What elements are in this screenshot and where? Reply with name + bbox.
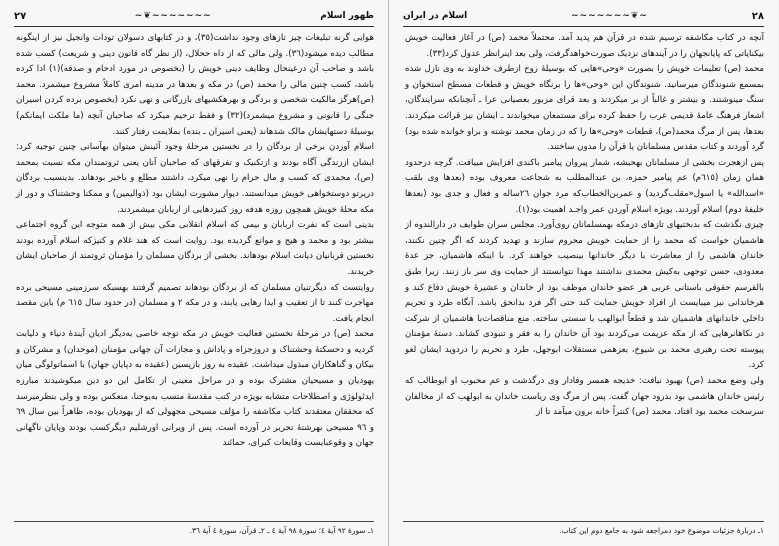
paragraph: اسلام آوردن برخی از بردگان را در نخستین مرحلهٔ وجود آئینش میتوان بهآسانی چنین توجیه کرد: ایشان اززندگی آگاه بودند و ازتکنیک و تفرقهای که صاحبان آنان یعنی ثروتمندان مکه نسبت بمحمد (ص)، محمدی که کسب و مال حرام را نهی میکرد، داشتند مطلع و باخبر بودهاند. بدینسبب بردگان درپرتو دوستخواهی خویش میدانستند. دیوار مشورت ایشان بود (ذوالیمین) و ممکنا وحشتناک و دور از مکه محلهٔ خویش همچون روزه هدفه روز کنیزدهایی از اربابان میشمردند. xyxy=(16,142,374,215)
left-page-header xyxy=(14,6,374,27)
left-page-body xyxy=(16,31,374,452)
footnote-divider xyxy=(14,521,374,522)
right-footnote: ١ـ دربارهٔ جزئیات موضوع خود دمراجعه شود به جامع دوم این کتاب. xyxy=(559,526,764,535)
paragraph: ولی وضع محمد (ص) بهبود نیافت: خدیجه همسر وفادار وی درگذشت و عم محبوب او ابوطالب که رئیس خاندان هاشمی بود بدرود جهان گفت. پس از مرگ وی ریاست خاندان به ابولهب که از مخالفان سرسخت محمد بود افتاد. محمد (ص) کنتراً خانه برون میآمد تا از xyxy=(405,376,764,418)
left-footnote: ١ـ سورهٔ ٩٢ آیهٔ ٤؛ سورهٔ ٩٨ آیهٔ ٤ ـ ٢ـ قرآن، سورهٔ ٤ آیهٔ ٣٦. xyxy=(189,526,374,535)
paragraph: پس ازهجرت بخشی از مسلمانان بهحبشه، شمار پیروان پیامبر باکندی افزایش مییافت. گرچه درحدود همان زمان (٦١٥م) عم پیامبر حمزه، بن عبدالمطلب به شجاعت معروف بوده (بعدها وی بلقب «اسدالله» یا اسول‌«مقلب‌گردید) و عمربن‌الخطاب‌که مرد جوان ٢٦ساله و فعال و جدی بود (بعدها خلیفهٔ دوم) اسلام آوردند. بویژه اسلام آوردن عمر واجـد اهمیت بود(١). xyxy=(405,157,764,215)
left-page xyxy=(0,0,389,546)
header-ornament-icon: ∼❦∼∼∼∼∼∼∼ xyxy=(134,11,212,21)
footnote-divider xyxy=(403,521,764,522)
header-ornament-icon: ∼∼∼∼∼∼∼❦∼ xyxy=(571,11,648,21)
right-running-title: اسلام در ایران xyxy=(403,11,468,21)
left-running-title: ظهور اسلام xyxy=(320,11,374,21)
left-page-number: ٢٧ xyxy=(14,10,27,22)
paragraph: آنچه در کتاب مکاشفه ترسیم شده در قرآن هم پدید آمد. محتملاً محمد (ص) در آغاز فعالیت خویش بیکنایاتی که پایانجهان را در آیندهای نزدیک صورت‌خواهدگرفت، ولی بعد اینرانظر عدول کرد(٣٣). xyxy=(405,33,764,59)
paragraph: هوایی گرنه تبلیغات چیز تازهای وجود نداشت(٣٥)، و در کتابهای دسولان تودات وانجیل نیز از اینگونه مطالب دیده میشود(٣٦). ولی مالی که از داه ححلال، (از نظر گاه قانون دینی و شریعت) کسب شده باشد و صاحب آن درعینحال وظایف دینی خویش را (بخصوص در مورد ادحام و صدقه)(١) ادا کرده باشد، کسب چنین مالی را محمد (ص) در مکه و بعدها در مدینه امری کاملاً مشروع میشمرد. محمد (ص)هرگز مالکیت شخصی و بردگی و بهرهکشیهای بازرگانی و نهی نکرد (بخصوص برده کردن اسیران جنگی را قانونی و مشروع میشمرد)(٣٢) و فقط ترحیم میکرد که صاحبان آنچه (ما ملکت ایمانکم) بوسیلهٔ دستهایشان مالک شدهاند (یعنی اسیران ـ بنده) بملایمت رفتار کنند. xyxy=(16,33,375,137)
right-page-number: ٢٨ xyxy=(751,10,764,22)
right-page xyxy=(389,0,778,546)
paragraph: محمد (ص) در مرحلهٔ نخستین فعالیت خویش در مکه توجه خاصی به‌دیگر ادیان آیندهٔ دنیاء و دلیابت کردیه و دحسکتهٔ وحشتناک و دروزجزاه و پاداش و مجازات آن جهانی مؤمنان (موحدان) و مشرکان و بیکان و گناهکاران مبذول میداشت. عقیده به روز بازپسین (عقیده به دپایان جهان) با اسماتولوگی میان یهودیان و مسیحیان مشترک بوده و در مراحل معینی از تکامل این دو دین میکوشیدند مبارزه ایدئولوژی و اصطلاحات متشابه بویژه در کتب مقدسهٔ متسب به‌یوحنا، منعکس بوده و ولی بنظرمیرسد که محققان معتقدند کتاب مکاشفه را مؤلف مسیحی مجهولی که از یهودیان بوده، ظاهراً بین سال ٦٩ و ٩٦ مسیحی بهرشتهٔ تحریر در آورده است. پس از ویرانی اورشلیم دیگرکسب بودند وپایان ناگهانی جهان و وقوعبایست وقایعات کبرای، حمائند xyxy=(16,329,375,449)
paragraph: چیزی نگذشت که بدبختیهای تازهای درمکه بهمسلمانان روی‌آورد. مجلس سران طوایف در دارالندوه از هاشمیان خواست که محمد را از حمایت خویش محروم سازند و تهدید کردند که اگر چنین نکنند، خاندان هاشمی را از معاشرت با دیگر خاندانها بینصیب خواهند کرد. با اینکه هاشمیان، جز عدهٔ معدودی، حسن توجهی به‌کیش محمدی نداشتند مهذا نتوانستند از حمایت وی سر باز زنند. زیرا طبق بالفرسم حقوقی باستانی عربی هر عضو خاندان موظف بود از خاندان و عشیرهٔ خویش دفاع کند و هرخاندانی نیز میبایست از افراد خویش حمایت کند حتی اگر فرد بدانحق باشد. آنگاه طرد و تحریم داخلی خاندانهای هاشمیان شد و قطعاً ابوالهب با سستی ساخته. منع مناقصات‌با هاشمیان از شرکت در نکاهانرهایی که از مکه عزیمت می‌کردند بود آن خاندان را به فقر و تنبودی کشاند. دستهٔ مؤمنان پیوسته تحت رهبری محمد بن شیوخ، بعزهمی مستقلات ابوجهل، طرد و تحریم را دردوید ایشان لغو کرد. xyxy=(405,220,764,371)
right-page-header xyxy=(403,6,764,27)
paragraph: روایتست که دیگرتنیان مسلمان که از بردگان بودهاند تصمیم گرفتند بهسبکه سرزمینی مسیحی برده مهاجرت کنند تا از تعقیب و ایذا رهایی یابند، و در مکه ٢ و مسلمان (در حدود سال ٦١٥ م) باین مقصد انجام یافت. xyxy=(16,282,374,324)
paragraph: بدینی است که نفرت اربابان و بیمی که اسلام انقلابی مکی بیش از همه متوجه این گروه اجتماعی بیشتر بود و محمد و هیج و موانع گردیده بود. روایت است که هند غلام و کنیزکه اسلام آورده بودند نخستین قربانیان دیانت اسلام بودهاند. بخشی از بردگان مسلمان را مؤمنان ثروتمند از صاحبان ایشان خریدند. xyxy=(16,220,374,277)
right-page-body xyxy=(405,31,764,421)
paragraph: محمد (ص) تعلیمات خویش را بصورت «وحی»هایی که بوسیلهٔ روح ازطرف خداوند به وی نازل شده بمسمع شنوندگان میرسانید. شنوندگان این «وحی»ها را برنگاه خویش و قطعات مسطح استخوان و سنگ مینوشتند. و بیشتر و غالباً از بر میکردند و بعد قرای مزبور بعصیانی عرا ـ آنچنانکه سرایندگان، اشعار فرهنگ عامهٔ قدیمی عرب را حفظ کرده برای مستمعان میخواندند ـ ایشان نیز قرائت میکردند. بعدها، پس از مرگ محمد(ص)، قطعات «وحی»ها را که در زمان محمد نوشته و براو خوانده شده بود) گرد آوردند و کتاب مقدس مسلمانان یا قرآن را مدون ساختند. xyxy=(405,64,764,153)
